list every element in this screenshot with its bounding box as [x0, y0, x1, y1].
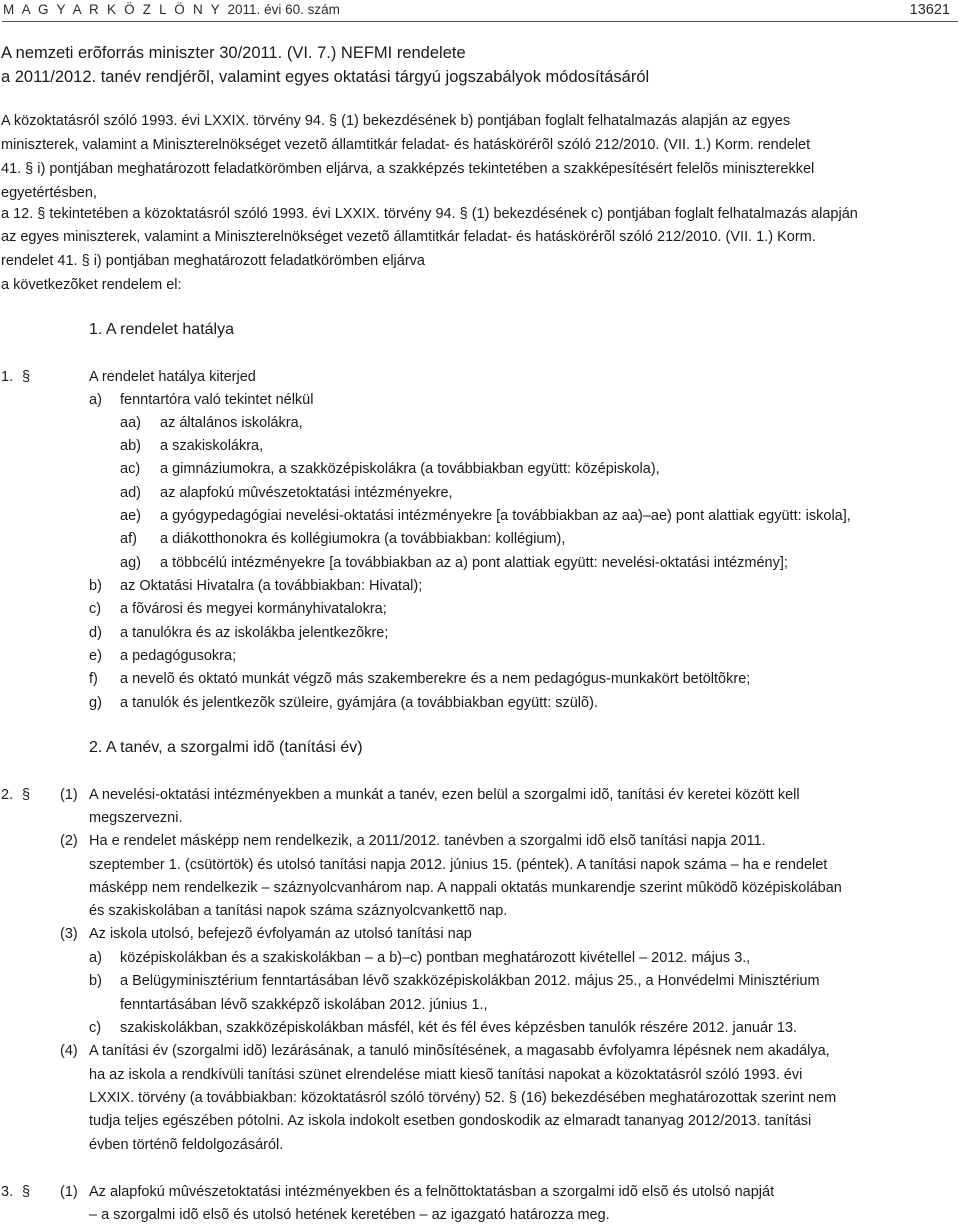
point-label: g) [89, 695, 102, 711]
point-text: a nevelõ és oktató munkát végzõ más szakemberekre és a nem pedagógus-munkakört betöltõkre; [120, 671, 751, 687]
subsection-line: Ha e rendelet másképp nem rendelkezik, a 2011/2012. tanévben a szorgalmi idõ elsõ tanítási napja 2011. [89, 833, 766, 849]
point-text: a tanulókra és az iskolákba jelentkezõkre; [120, 625, 389, 641]
subpoint-text: a diákotthonokra és kollégiumokra (a továbbiakban: kollégium), [160, 531, 566, 547]
point-label: f) [89, 671, 98, 687]
preamble-line: a következõket rendelem el: [1, 277, 182, 293]
subsection-label: (4) [60, 1043, 78, 1059]
paragraph-number: 3. [1, 1184, 14, 1200]
point-label: a) [89, 950, 102, 966]
subsection-label: (1) [60, 1184, 78, 1200]
subsection-line: – a szorgalmi idõ elsõ és utolsó hetének keretében – az igazgató határozza meg. [89, 1207, 610, 1223]
subsection-line: Az alapfokú mûvészetoktatási intézményekben és a felnõttoktatásban a szorgalmi idõ elsõ és utolsó napját [89, 1184, 775, 1200]
point-text: fenntartóra való tekintet nélkül [120, 392, 314, 408]
preamble-line: 41. § i) pontjában meghatározott feladatkörömben eljárva, a szakképzés tekintetében a szakképesítésért felelõs miniszterekkel [1, 161, 815, 177]
subsection-line: LXXIX. törvény (a továbbiakban: közoktatásról szóló törvény) 52. § (16) bekezdésében meghatározottak szerint nem [89, 1090, 837, 1106]
preamble-line: rendelet 41. § i) pontjában meghatározott feladatkörömben eljárva [1, 253, 425, 269]
journal-name: M A G Y A R K Ö Z L Ö N Y 2011. évi 60. szám [3, 2, 340, 17]
subsection-label: (1) [60, 787, 78, 803]
preamble-line: A közoktatásról szóló 1993. évi LXXIX. törvény 94. § (1) bekezdésének b) pontjában foglalt felhatalmazás alapján az egyes [1, 113, 791, 129]
point-label: b) [89, 973, 102, 989]
preamble-line: az egyes miniszterek, valamint a Miniszterelnökséget vezetõ államtitkár feladat- és hatáskörérõl szóló 212/2010. (VII. 1.) Korm. [1, 229, 816, 245]
section-sign: § [22, 1184, 31, 1200]
point-text: középiskolákban és a szakiskolákban – a b)–c) pontban meghatározott kivétellel – 2012. május 3., [120, 950, 751, 966]
subpoint-text: a gimnáziumokra, a szakközépiskolákra (a továbbiakban együtt: középiskola), [160, 461, 660, 477]
preamble-line: egyetértésben, [1, 185, 97, 201]
point-text: a Belügyminisztérium fenntartásában lévõ szakközépiskolákban 2012. május 25., a Honvédelmi Minisztérium [120, 973, 820, 989]
subpoint-label: ae) [120, 508, 141, 524]
subsection-line: A tanítási év (szorgalmi idõ) lezárásának, a tanuló minõsítésének, a magasabb évfolyamra lépésnek nem akadálya, [89, 1043, 830, 1059]
subsection-label: (2) [60, 833, 78, 849]
decree-title-line-2: a 2011/2012. tanév rendjérõl, valamint egyes oktatási tárgyú jogszabályok módosításáról [1, 68, 650, 86]
subpoint-text: a gyógypedagógiai nevelési-oktatási intézményekre [a továbbiakban az aa)–ae) pont alattiak együtt: iskola], [160, 508, 851, 524]
point-label: d) [89, 625, 102, 641]
subpoint-label: ab) [120, 438, 141, 454]
subpoint-text: a többcélú intézményekre [a továbbiakban az a) pont alattiak együtt: nevelési-oktatási intézmény]; [160, 555, 788, 571]
subpoint-text: az alapfokú mûvészetoktatási intézményekre, [160, 485, 453, 501]
point-text: fenntartásában lévõ szakképzõ iskolában 2012. június 1., [120, 997, 488, 1013]
subsection-line: szeptember 1. (csütörtök) és utolsó tanítási napja 2012. június 15. (péntek). A tanítási napok száma – ha e rendelet [89, 857, 828, 873]
subsection-line: és szakiskolában a tanítási napok száma száznyolcvankettõ nap. [89, 903, 508, 919]
subsection-line: évben történõ feldolgozásáról. [89, 1137, 284, 1153]
issue-number: 2011. évi 60. szám [227, 2, 340, 17]
point-label: c) [89, 601, 102, 617]
point-text: a fõvárosi és megyei kormányhivatalokra; [120, 601, 387, 617]
point-label: a) [89, 392, 102, 408]
point-text: szakiskolákban, szakközépiskolákban másfél, két és fél éves képzésben tanulók részére 2012. január 13. [120, 1020, 798, 1036]
subpoint-label: ag) [120, 555, 141, 571]
section-heading-2: 2. A tanév, a szorgalmi idõ (tanítási év) [89, 739, 363, 756]
subsection-line: Az iskola utolsó, befejezõ évfolyamán az utolsó tanítási nap [89, 926, 472, 942]
point-label: e) [89, 648, 102, 664]
subsection-line: ha az iskola a rendkívüli tanítási szünet elrendelése miatt kiesõ tanítási napokat a közoktatásról szóló 1993. évi [89, 1067, 803, 1083]
section-heading-1: 1. A rendelet hatálya [89, 321, 234, 338]
subpoint-text: a szakiskolákra, [160, 438, 264, 454]
subpoint-label: af) [120, 531, 137, 547]
preamble-line: a 12. § tekintetében a közoktatásról szóló 1993. évi LXXIX. törvény 94. § (1) bekezdésének c) pontjában foglalt felhatalmazás alapján [1, 206, 858, 222]
section-sign: § [22, 787, 31, 803]
subpoint-label: ad) [120, 485, 141, 501]
section-sign: § [22, 369, 31, 385]
point-label: b) [89, 578, 102, 594]
header-rule [2, 21, 958, 22]
subsection-line: másképp nem rendelkezik – száznyolcvanhárom nap. A nappali oktatás munkarendje szerint mûködõ középiskolában [89, 880, 842, 896]
subsection-label: (3) [60, 926, 78, 942]
subpoint-label: ac) [120, 461, 141, 477]
paragraph-text: A rendelet hatálya kiterjed [89, 369, 256, 385]
subsection-line: megszervezni. [89, 810, 183, 826]
preamble-line: miniszterek, valamint a Miniszterelnökséget vezetõ államtitkár feladat- és hatáskörérõl szóló 212/2010. (VII. 1.) Korm. rendelet [1, 137, 811, 153]
subsection-line: A nevelési-oktatási intézményekben a munkát a tanév, ezen belül a szorgalmi idõ, tanítási év keretei között kell [89, 787, 800, 803]
point-label: c) [89, 1020, 102, 1036]
paragraph-number: 2. [1, 787, 14, 803]
point-text: a tanulók és jelentkezõk szüleire, gyámjára (a továbbiakban együtt: szülõ). [120, 695, 598, 711]
subsection-line: tudja teljes egészében pótolni. Az iskola indokolt esetben gondoskodik az elmaradt tananyag 2012/2013. tanítási [89, 1113, 812, 1129]
subpoint-text: az általános iskolákra, [160, 415, 303, 431]
point-text: az Oktatási Hivatalra (a továbbiakban: Hivatal); [120, 578, 423, 594]
decree-title-line-1: A nemzeti erõforrás miniszter 30/2011. (VI. 7.) NEFMI rendelete [1, 44, 466, 62]
page-number: 13621 [909, 2, 950, 18]
paragraph-number: 1. [1, 369, 14, 385]
point-text: a pedagógusokra; [120, 648, 237, 664]
subpoint-label: aa) [120, 415, 141, 431]
